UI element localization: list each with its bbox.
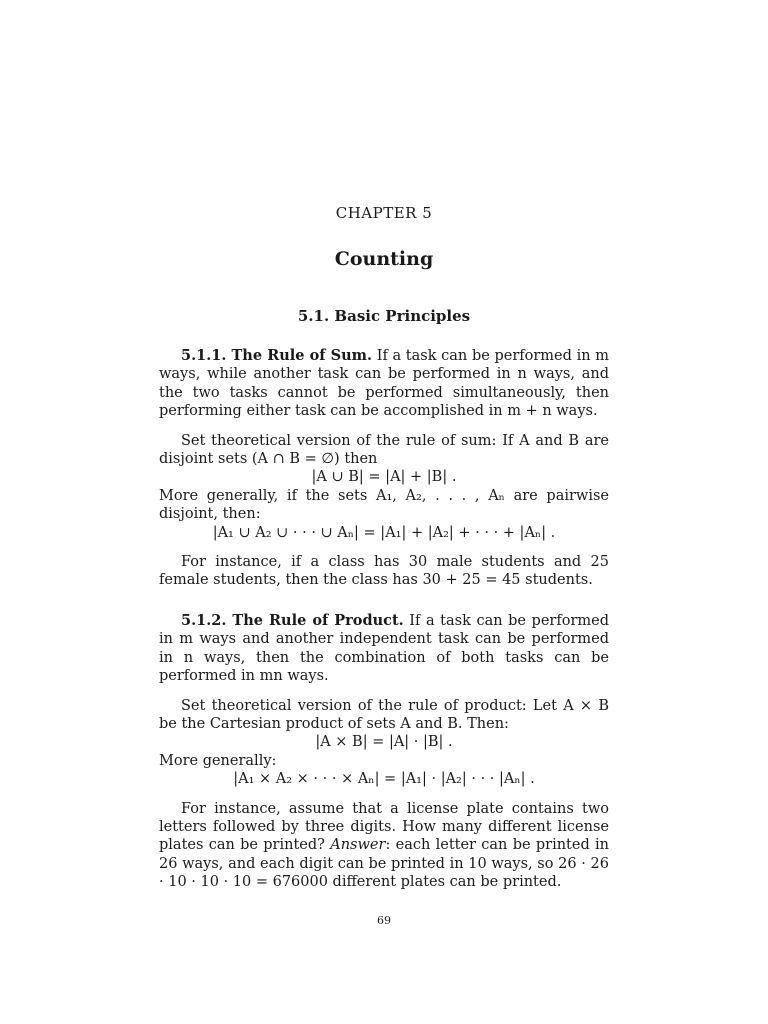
rule-of-product-heading: 5.1.2. The Rule of Product. [181, 611, 404, 629]
rule-of-product-text: If a task can be performed in m ways and another independent task can be performed in n ways, then the combination of both tasks can be performed in mn ways. [159, 612, 609, 685]
answer-label: Answer [330, 837, 386, 854]
sum-set-intro: Set theoretical version of the rule of sum: If A and B are disjoint sets (A ∩ B = ∅) then [159, 432, 609, 468]
page-number: 69 [377, 914, 391, 927]
rule-of-sum-heading: 5.1.1. The Rule of Sum. [181, 347, 373, 364]
product-set-intro: Set theoretical version of the rule of product: Let A × B be the Cartesian product of sets A and B. Then: [159, 697, 609, 732]
sum-equation-1: |A ∪ B| = |A| + |B| . [311, 469, 457, 486]
chapter-title: Counting [334, 248, 434, 270]
sum-example: For instance, if a class has 30 male students and 25 female students, then the class has 30 + 25 = 45 students. [159, 554, 609, 589]
answer-text: : each letter can be printed in 26 ways, and each digit can be printed in 10 ways, so 26 · 26 · 10 · 10 · 10 = 676000 different plates can be printed. [159, 837, 610, 891]
product-example-text: For instance, assume that a license plate contains two letters followed by three digits. How many different license plates can be printed? [159, 800, 609, 854]
section-heading: 5.1. Basic Principles [297, 307, 471, 325]
product-general: More generally: [159, 752, 277, 769]
product-equation-1: |A × B| = |A| · |B| . [315, 734, 453, 751]
product-example [159, 800, 609, 892]
sum-general: More generally, if the sets A₁, A₂, . . . , Aₙ are pairwise disjoint, then: [159, 487, 609, 523]
rule-of-sum-text: If a task can be performed in m ways, while another task can be performed in n ways, and the two tasks cannot be performed simultaneously, then performing either task can be accomplished in m + n ways. [159, 348, 609, 420]
rule-of-product-paragraph [159, 612, 609, 686]
sum-equation-2: |A₁ ∪ A₂ ∪ · · · ∪ Aₙ| = |A₁| + |A₂| + · · · + |Aₙ| . [212, 524, 556, 541]
rule-of-sum-paragraph [159, 347, 609, 421]
chapter-label: CHAPTER 5 [335, 204, 433, 222]
product-equation-2: |A₁ × A₂ × · · · × Aₙ| = |A₁| · |A₂| · · · |Aₙ| . [233, 771, 535, 788]
body-text [159, 347, 609, 892]
